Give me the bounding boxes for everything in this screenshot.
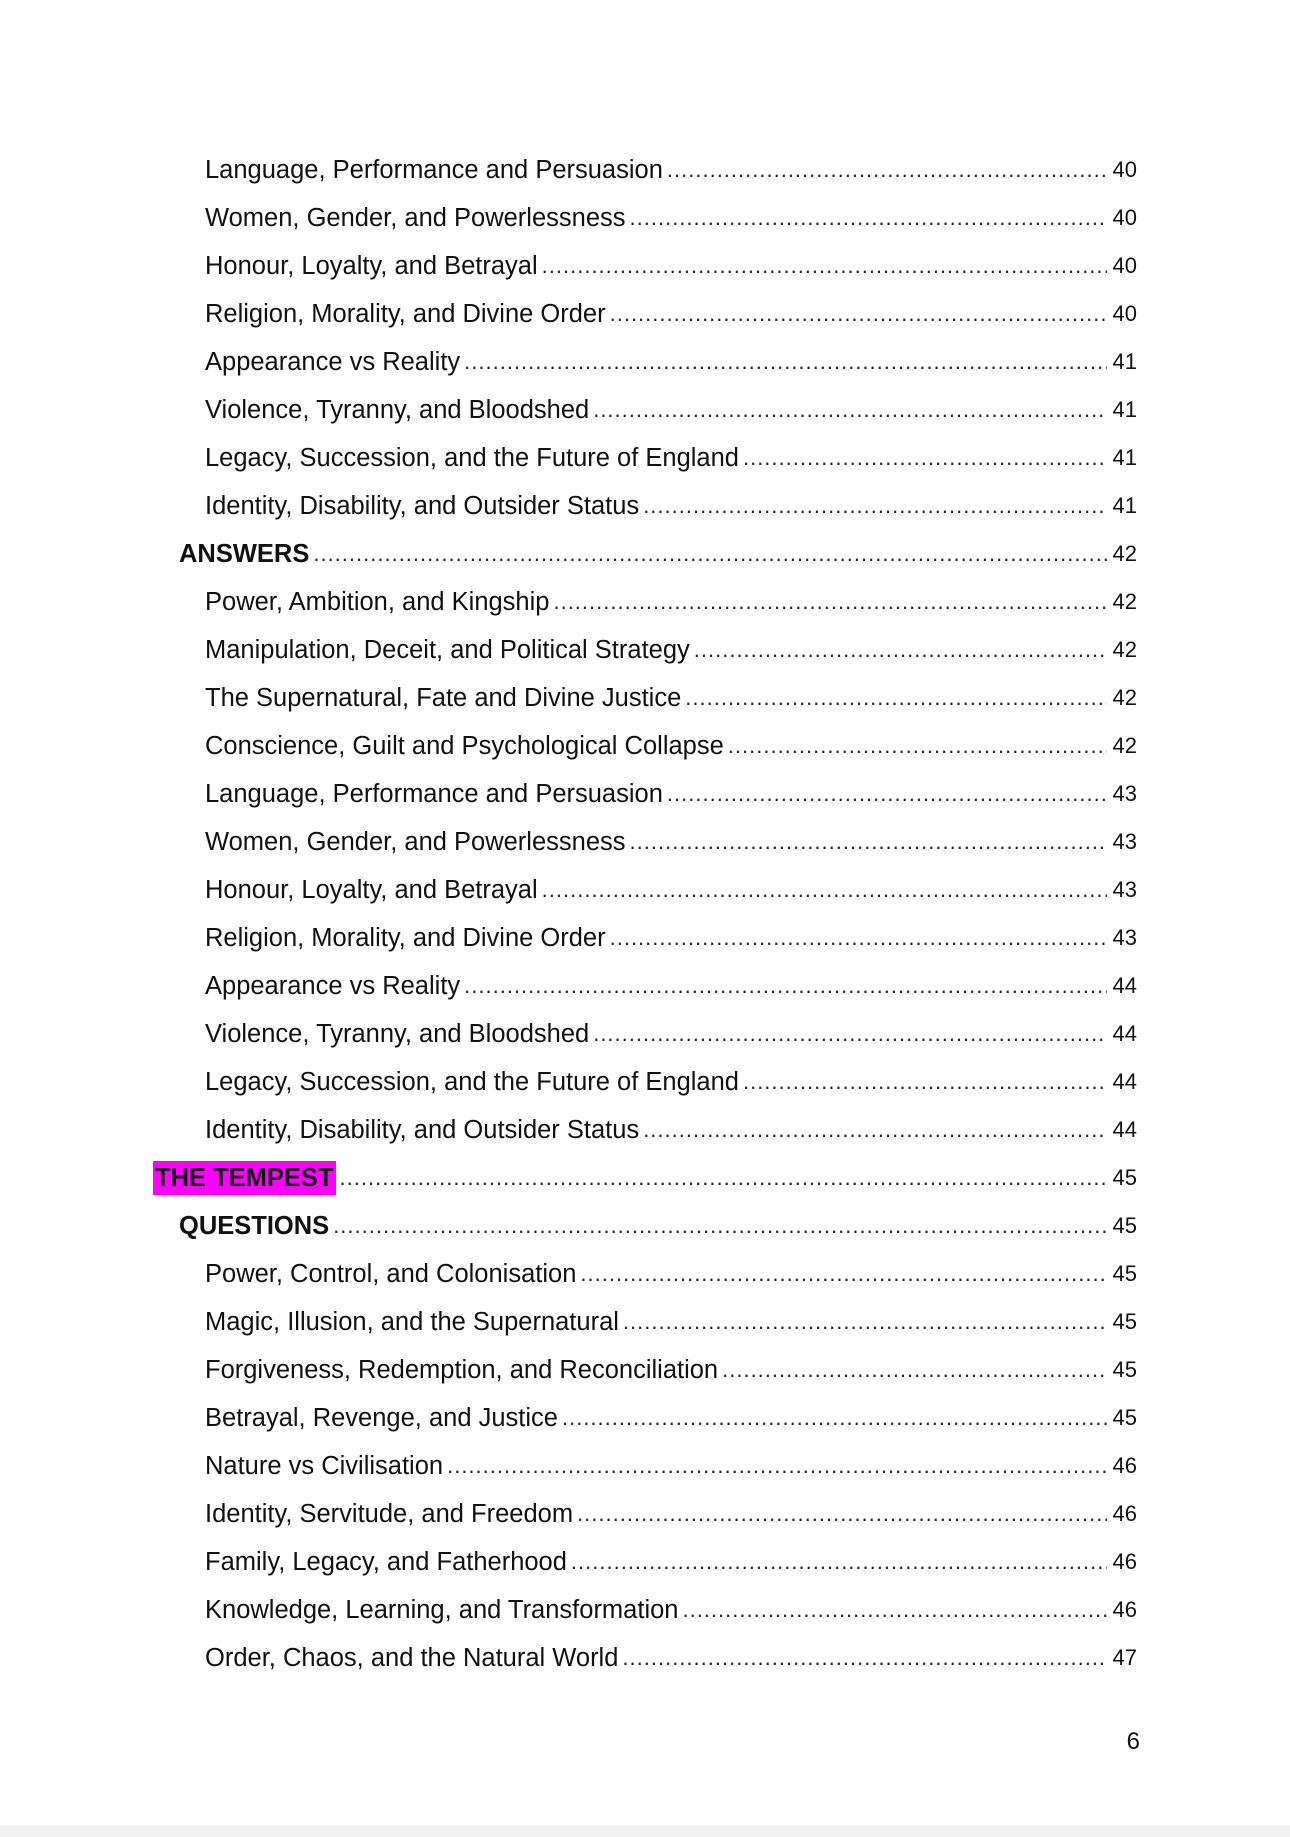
toc-entry-title: Identity, Disability, and Outsider Status (205, 1116, 640, 1144)
toc-entry-title: Power, Control, and Colonisation (205, 1260, 577, 1288)
toc-entry-page-number: 42 (1112, 733, 1137, 758)
dot-leader (333, 1209, 1106, 1243)
toc-entry[interactable] (0, 1106, 1290, 1154)
dot-leader (593, 393, 1106, 427)
toc-entry-page-number: 43 (1112, 829, 1137, 854)
toc-entry-title: Violence, Tyranny, and Bloodshed (205, 1020, 590, 1048)
toc-entry-title: Religion, Morality, and Divine Order (205, 924, 606, 952)
toc-entry-page-number: 45 (1112, 1405, 1137, 1430)
toc-entry-title: Order, Chaos, and the Natural World (205, 1644, 619, 1672)
toc-entry-page-number: 43 (1112, 877, 1137, 902)
toc-entry-page-number: 40 (1112, 157, 1137, 182)
toc-entry[interactable] (0, 482, 1290, 530)
toc-entry[interactable] (0, 1058, 1290, 1106)
dot-leader (447, 1449, 1106, 1483)
toc-entry-title: Honour, Loyalty, and Betrayal (205, 876, 538, 904)
dot-leader (553, 585, 1106, 619)
toc-entry-title: Appearance vs Reality (205, 972, 461, 1000)
toc-entry[interactable] (0, 770, 1290, 818)
dot-leader (610, 921, 1107, 955)
toc-entry[interactable] (0, 1202, 1290, 1250)
toc-entry-page-number: 44 (1112, 1117, 1137, 1142)
toc-entry-page-number: 46 (1112, 1549, 1137, 1574)
toc-entry-page-number: 46 (1112, 1597, 1137, 1622)
dot-leader (685, 681, 1106, 715)
toc-entry-title: Legacy, Succession, and the Future of England (205, 444, 739, 472)
dot-leader (313, 537, 1106, 571)
dot-leader (571, 1545, 1107, 1579)
dot-leader (464, 969, 1106, 1003)
toc-entry-page-number: 45 (1112, 1309, 1137, 1334)
toc-entry-page-number: 46 (1112, 1453, 1137, 1478)
toc-entry-page-number: 45 (1112, 1213, 1137, 1238)
toc-entry-page-number: 45 (1112, 1261, 1137, 1286)
toc-entry-title: Honour, Loyalty, and Betrayal (205, 252, 538, 280)
toc-entry-title: Identity, Disability, and Outsider Status (205, 492, 640, 520)
toc-entry-title: Betrayal, Revenge, and Justice (205, 1404, 558, 1432)
toc-entry[interactable] (0, 626, 1290, 674)
toc-entry-page-number: 42 (1112, 589, 1137, 614)
toc-entry-page-number: 41 (1112, 445, 1137, 470)
page-number: 6 (1126, 1728, 1140, 1755)
toc-entry-title: Violence, Tyranny, and Bloodshed (205, 396, 590, 424)
toc-entry[interactable] (0, 434, 1290, 482)
toc-entry-page-number: 41 (1112, 349, 1137, 374)
toc-entry-page-number: 42 (1112, 685, 1137, 710)
dot-leader (643, 1113, 1106, 1147)
toc-entry-title: Knowledge, Learning, and Transformation (205, 1596, 679, 1624)
toc-entry[interactable] (0, 1394, 1290, 1442)
toc-entry[interactable] (0, 914, 1290, 962)
toc-entry-page-number: 40 (1112, 301, 1137, 326)
toc-entry-page-number: 44 (1112, 1021, 1137, 1046)
toc-entry[interactable] (0, 242, 1290, 290)
dot-leader (340, 1161, 1107, 1195)
toc-entry[interactable] (0, 1250, 1290, 1298)
toc-entry-title: Power, Ambition, and Kingship (205, 588, 550, 616)
dot-leader (542, 873, 1107, 907)
dot-leader (580, 1257, 1106, 1291)
dot-leader (593, 1017, 1106, 1051)
toc-entry-page-number: 43 (1112, 925, 1137, 950)
dot-leader (667, 153, 1107, 187)
dot-leader (610, 297, 1107, 331)
toc-entry-title: Language, Performance and Persuasion (205, 780, 663, 808)
toc-entry-title: Women, Gender, and Powerlessness (205, 204, 626, 232)
dot-leader (667, 777, 1107, 811)
toc-entry[interactable] (0, 578, 1290, 626)
toc-entry[interactable] (0, 674, 1290, 722)
dot-leader (464, 345, 1106, 379)
toc-entry[interactable] (0, 1442, 1290, 1490)
dot-leader (577, 1497, 1106, 1531)
toc-entry-page-number: 41 (1112, 493, 1137, 518)
dot-leader (542, 249, 1107, 283)
toc-entry-title: Family, Legacy, and Fatherhood (205, 1548, 567, 1576)
toc-entry[interactable] (0, 1634, 1290, 1682)
toc-entry[interactable] (0, 962, 1290, 1010)
dot-leader (622, 1641, 1106, 1675)
toc-entry-page-number: 47 (1112, 1645, 1137, 1670)
toc-entry[interactable] (0, 338, 1290, 386)
toc-entry[interactable] (0, 866, 1290, 914)
toc-entry-title: Women, Gender, and Powerlessness (205, 828, 626, 856)
toc-entry-page-number: 46 (1112, 1501, 1137, 1526)
toc-entry-page-number: 42 (1112, 637, 1137, 662)
toc-entry[interactable] (0, 1010, 1290, 1058)
toc-entry[interactable] (0, 146, 1290, 194)
viewer-bottom-edge (0, 1825, 1290, 1837)
dot-leader (694, 633, 1107, 667)
toc-entry-page-number: 44 (1112, 1069, 1137, 1094)
dot-leader (682, 1593, 1106, 1627)
toc-entry-title: THE TEMPEST (153, 1161, 336, 1195)
toc-entry[interactable] (0, 1346, 1290, 1394)
dot-leader (722, 1353, 1106, 1387)
dot-leader (630, 201, 1107, 235)
toc-entry[interactable] (0, 290, 1290, 338)
toc-entry-page-number: 44 (1112, 973, 1137, 998)
toc-entry-title: Manipulation, Deceit, and Political Strategy (205, 636, 690, 664)
toc-entry-title: Forgiveness, Redemption, and Reconciliation (205, 1356, 719, 1384)
toc-entry-title: Legacy, Succession, and the Future of England (205, 1068, 739, 1096)
toc-entry-page-number: 42 (1112, 541, 1137, 566)
toc-entry-title: ANSWERS (179, 540, 310, 568)
toc-entry-title: Religion, Morality, and Divine Order (205, 300, 606, 328)
dot-leader (743, 1065, 1107, 1099)
toc-entry[interactable] (0, 1586, 1290, 1634)
toc-entry-title: The Supernatural, Fate and Divine Justice (205, 684, 682, 712)
toc-entry[interactable] (0, 530, 1290, 578)
toc-entry-title: QUESTIONS (179, 1212, 330, 1240)
toc-entry-page-number: 41 (1112, 397, 1137, 422)
toc-entry[interactable] (0, 1298, 1290, 1346)
toc-entry-page-number: 43 (1112, 781, 1137, 806)
dot-leader (743, 441, 1107, 475)
toc-entry-title: Nature vs Civilisation (205, 1452, 444, 1480)
toc-entry[interactable] (0, 1538, 1290, 1586)
toc-entry[interactable] (0, 1154, 1290, 1202)
toc-entry-page-number: 40 (1112, 253, 1137, 278)
toc-entry-page-number: 45 (1112, 1165, 1137, 1190)
toc-entry[interactable] (0, 1490, 1290, 1538)
toc-entry-title: Conscience, Guilt and Psychological Collapse (205, 732, 724, 760)
toc-entry-title: Magic, Illusion, and the Supernatural (205, 1308, 619, 1336)
dot-leader (623, 1305, 1107, 1339)
dot-leader (728, 729, 1107, 763)
toc-entry-title: Identity, Servitude, and Freedom (205, 1500, 574, 1528)
dot-leader (562, 1401, 1107, 1435)
toc-entry[interactable] (0, 722, 1290, 770)
toc-entry-page-number: 45 (1112, 1357, 1137, 1382)
table-of-contents (0, 146, 1290, 1682)
toc-entry-page-number: 40 (1112, 205, 1137, 230)
dot-leader (643, 489, 1106, 523)
toc-entry-title: Appearance vs Reality (205, 348, 461, 376)
toc-entry[interactable] (0, 818, 1290, 866)
toc-entry-title: Language, Performance and Persuasion (205, 156, 663, 184)
toc-entry[interactable] (0, 194, 1290, 242)
dot-leader (630, 825, 1107, 859)
toc-entry[interactable] (0, 386, 1290, 434)
